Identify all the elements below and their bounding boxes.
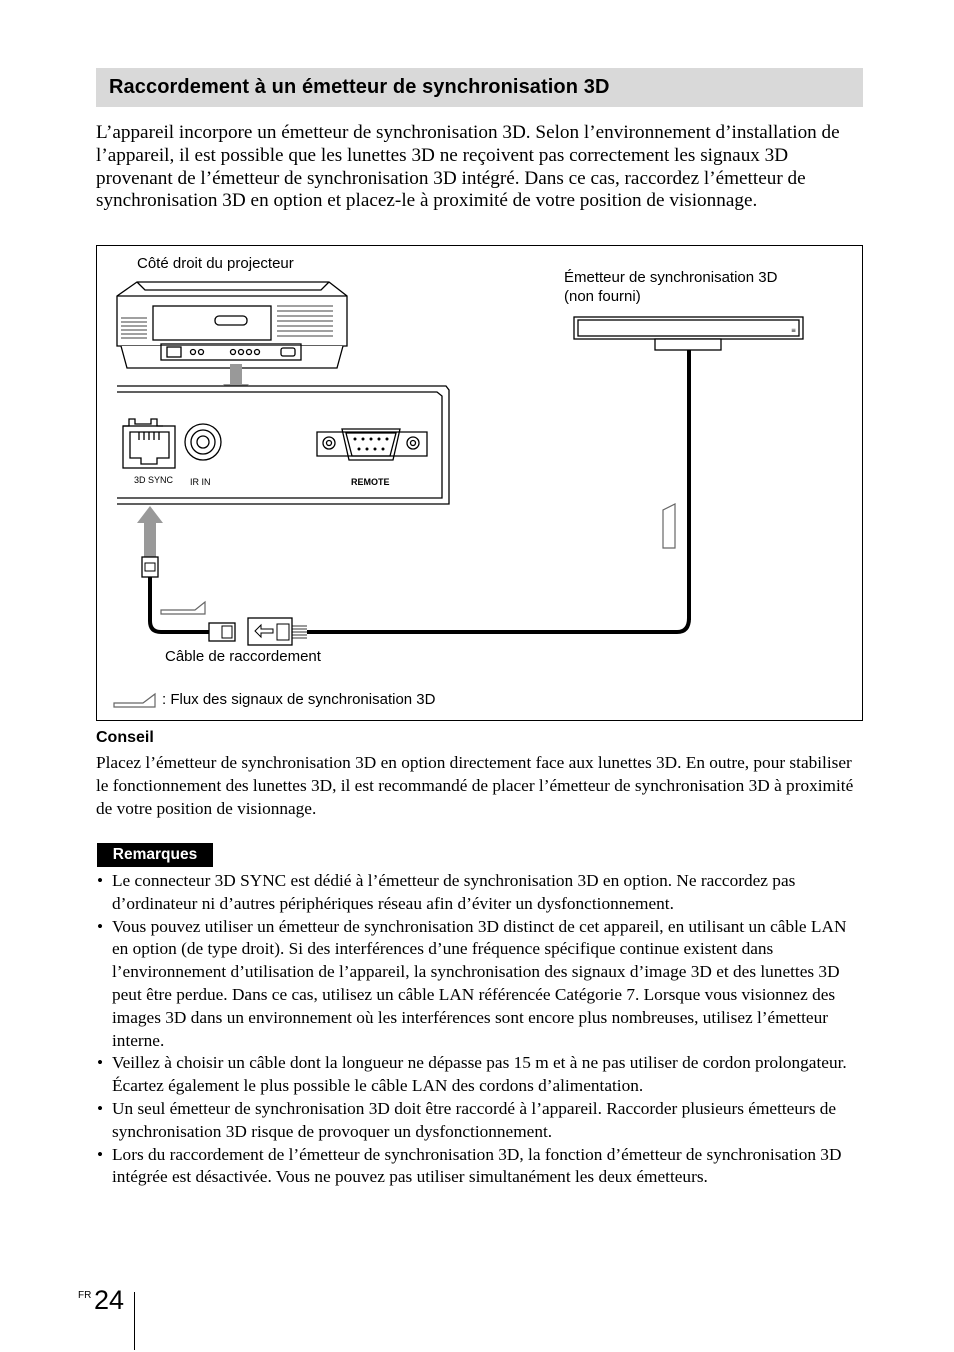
emitter-illustration [574, 317, 803, 620]
intro-paragraph: L’appareil incorpore un émetteur de synchronisation 3D. Selon l’environnement d’installation de l’appareil, il est possible que les lunettes 3D ne reçoivent pas correctement les signaux 3D provenant de l’émetteur de synchronisation 3D intégré. Dans ce cas, raccordez l’émetteur de synchronisation 3D en option et placez-le à proximité de votre position de visionnage. [96, 122, 840, 212]
conseil-paragraph: Placez l’émetteur de synchronisation 3D en option directement face aux lunettes 3D. En outre, pour stabiliser le fonctionnement des lunettes 3D, il est recommandé de placer l’émetteur de synchronisation 3D à proximité de votre position de visionnage. [96, 753, 854, 818]
footer-language-code: FR [78, 1290, 92, 1301]
section-heading-bar [96, 68, 863, 107]
emitter-label-line1: Émetteur de synchronisation 3D [564, 269, 778, 286]
footer-divider [134, 1292, 135, 1350]
projector-side-label: Côté droit du projecteur [137, 255, 294, 272]
list-item: • Lors du raccordement de l’émetteur de synchronisation 3D, la fonction d’émetteur de synchronisation 3D intégrée est désactivée. Vous ne pouvez pas utiliser simultanément les deux émetteurs. [96, 1144, 866, 1190]
legend-flow-arrow [114, 694, 155, 707]
list-item: • Un seul émetteur de synchronisation 3D doit être raccordé à l’appareil. Raccorder plusieurs émetteurs de synchronisation 3D risque de provoquer un dysfonctionnement. [96, 1098, 866, 1144]
connection-cable [142, 557, 689, 645]
port-label-ir-in: IR IN [190, 477, 211, 487]
projector-illustration [117, 282, 347, 368]
emitter-label-line2: (non fourni) [564, 288, 641, 305]
list-item: • Vous pouvez utiliser un émetteur de synchronisation 3D distinct de cet appareil, en utilisant un câble LAN en option (de type droit). Si des interférences d’une fréquence spécifique continue existent dans l’environnement d’utilisation de l’appareil, la synchronisation des signaux d’image 3D et des lunettes 3D peut être perdue. Dans ce cas, utilisez un câble LAN référencée Catégorie 7. Lorsque vous visionnez des images 3D dans un environnement où les interférences sont encore plus nombreuses, utilisez l’émetteur interne. [96, 916, 866, 1053]
conseil-heading: Conseil [96, 729, 154, 746]
connector-panel [117, 386, 449, 504]
legend-text: : Flux des signaux de synchronisation 3D [162, 691, 436, 708]
section-title: Raccordement à un émetteur de synchronisation 3D [109, 76, 610, 98]
remarques-list [96, 870, 866, 1189]
list-item: • Le connecteur 3D SYNC est dédié à l’émetteur de synchronisation 3D en option. Ne raccordez pas d’ordinateur ni d’autres périphériques réseau afin d’éviter un dysfonctionnement. [96, 870, 866, 916]
list-item: • Veillez à choisir un câble dont la longueur ne dépasse pas 15 m et à ne pas utiliser de cordon prolongateur. Écartez également le plus possible le câble LAN des cordons d’alimentation. [96, 1052, 866, 1098]
insert-arrow [137, 506, 163, 557]
connection-diagram [96, 245, 863, 721]
port-label-3d-sync: 3D SYNC [134, 475, 174, 485]
signal-flow-arrow-horizontal [161, 602, 205, 614]
port-label-remote: REMOTE [351, 477, 390, 487]
page-number: 24 [94, 1285, 125, 1315]
remarques-badge: Remarques [97, 843, 213, 867]
svg-text:≡: ≡ [791, 327, 797, 334]
cable-label: Câble de raccordement [165, 648, 321, 665]
signal-flow-arrow-vertical [663, 504, 675, 548]
